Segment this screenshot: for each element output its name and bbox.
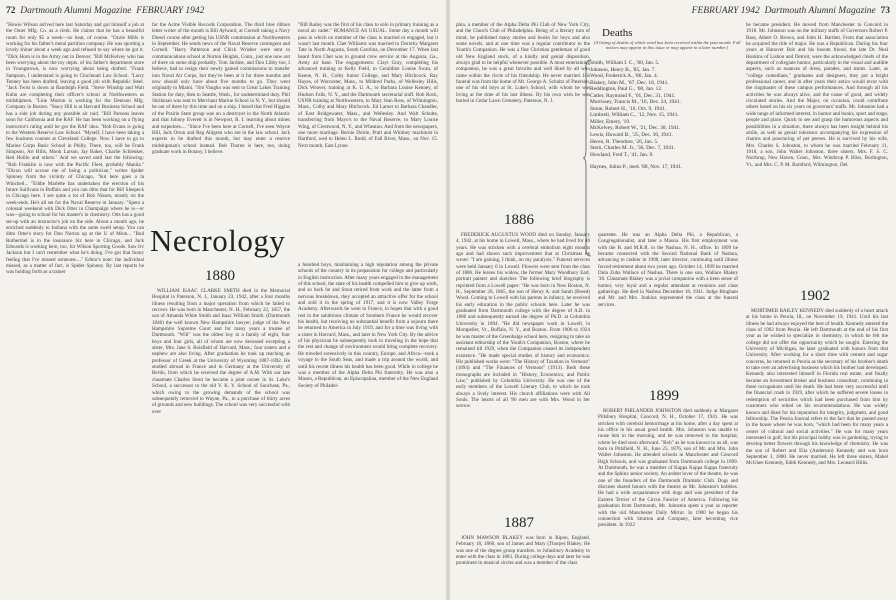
necrology-column-1 bbox=[152, 288, 290, 600]
class-notes-text: "Howie Wilson arrived here last Saturday and got himself a job at the Outer Mfg. Co. as a clerk. He claims that he has a beautiful room for only $5 a week—no heat, of course. "Ozzie Mills is working for his father's metal partition company. He was sporting a lovely shiner about a week ago and refused to say where he got it. "Dick Horn is in the Army out in Denver. "Bill McKelvey who has been worrying about the toy depts. of his father's department store in Youngstown, is now worrying about being drafted. "Frank Sampson, I understand is going to Cincinnati Law School. "Larry Tenney has been drafted, leaving a good job with Republic Steel. "Jack Twist is down at Randolph Field. "Steve Winship and Walt Kuhn are completing their officer's school at Northwestern as midshipmen. "Line Morton is working for the Denison Mfg. Company in Boston. "Stacy Hill is at Harvard Business School and has a side job during any possible air raid. "Bill Parsons leaves soon for California and the RAF. He has been working on a flying instructor's rating until he got the RAF idea. "Bob Evans is going to the Western Reserve Law School. "Myself, I have been taking a few business courses at Cleveland College. Now I have to go to Marine Corps Basic School in Philly. There, too, will be Frank Simpson, Art Hills, Monk Larson, Jay Baker, Charlie Schlenker, Red Hollin and others." And we saved until last the following: "Bob Franklin is now with the Pacific Fleet, probably Manila." "Dixon will accuse me of being a politician," writes Spider Spinney from the vicinity of Chicago, "but here goes a la Winchell... "Eddie Marlette has undertaken the erection of his future Sullivans in Buffalo and you can ditto that for Bill Sleepeck in Chicago here. I see quite a lot of Bob Nissen, mostly on the week-ends. He's all set for the Naval Reserve in January. "Spent a colossal weekend with Dick Otter in Champaign where he is—or was—going to school for his master's in chemistry. Otts has a good set-up with an instructor's job on the side. About a month ago, he enriched suddenly to Indiana with the same swell setup. You can ditto Otter's story for Don Norton up at the U of Minn... "Bud Rothermel is in the insurance biz here in Chicago, and Jack Edwards is working here, too, for Wilson Sporting Goods. Saw Irv Jackson but I can't remember what he's doing. I've got that funny feeling that I've missed someone...." Editor's note: the individual missed, as a matter of fact, is Spider Spinney. By last reports he was holding forth as a trainer bbox=[6, 22, 144, 276]
running-title: Dartmouth Alumni Magazine bbox=[20, 6, 132, 16]
obituary-continued-column bbox=[456, 22, 590, 204]
obituary-1899-continued-column bbox=[746, 22, 888, 280]
deaths-list bbox=[590, 60, 750, 171]
necrology-heading: Necrology bbox=[150, 223, 286, 258]
class-year-heading: 1899 bbox=[649, 388, 679, 404]
class-notes-column-3 bbox=[298, 22, 438, 220]
deaths-note: [A listing of deaths of which word has been received within the past month. Full notices may appear in this issue or may appear in a later number.] bbox=[593, 40, 741, 51]
death-entry: Smith, William I. C., '80, Jan. 5. bbox=[590, 60, 660, 66]
obituary-1886-column bbox=[456, 232, 590, 510]
death-entry: Miller, Emery, '19. bbox=[590, 118, 631, 125]
death-entry: Reddington, Paul G., '00, Jan. 12. bbox=[590, 86, 663, 93]
obituary-1899-column bbox=[598, 408, 738, 600]
obituary-text: MORTIMER BAILEY KENNEDY died suddenly of a heart attack at his home in Peoria, Ill., on November 19, 1941. Until his last illness he had always enjoyed the best of health. Kennedy entered the class of 1902 from Peoria. He left Dartmouth at the end of his first year as he wished to specialize in chemistry, in which he felt the college did not offer the opportunity which he sought. Entering the University of Michigan, he later graduated with honors from that University. After working for a short time with cement and sugar concerns, he returned to Peoria as the secretary of his brother's death to take over an advertising business which his brother had developed. Kennedy also interested himself in Florida real estate, and finally became an investment broker and business consultant, continuing in these occupations until his death. He had been very successful until the financial crash in 1929, after which he suffered severe losses in redemption of securities which had been purchased from him by customers who relied on his recommendations. He was widely known and liked for his reputation for integrity, judgment, and good fellowship. The Peoria Journal refers to the fact that he passed away in the house where he was born, "which had been for many years a center of cultural and social activities." He was for many years interested in golf, but his principal hobby was in gardening, trying to develop better flowers through his knowledge of chemistry. He was the son of Robert and Elia (Anderson) Kennedy and was born September 3, 1880. He never married. He left three sisters, Mabel McGhee Kennedy, Edith Kennedy, and Mrs. Leonard Hillis. bbox=[746, 308, 888, 467]
death-entry: McKelvey, Robert W., '21, Dec. 30, 1941. bbox=[590, 125, 681, 132]
page-number: 72 bbox=[6, 6, 16, 16]
death-entry: Cutler, Raymond F., '01, Dec. 31, 1941. bbox=[590, 92, 676, 99]
left-page-header bbox=[6, 6, 204, 16]
issue-date: FEBRUARY 1942 bbox=[691, 6, 760, 16]
running-title: Dartmouth Alumni Magazine bbox=[764, 6, 876, 16]
class-year-heading: 1902 bbox=[800, 288, 830, 304]
obituary-text: phia, a member of the Alpha Delta Phi Club of New York City, and the Church Club of Philadelphia. Being of a literary turn of mind, he published many stories and books for boys and also some novels, and at one time was a regular contributor to the Youth's Companion. He was a fine Christian gentleman of good old New England stock, of a kindly and genial disposition, always glad to be helpful whenever possible. A most entertaining companion, he was a great favorite and well liked by all who came within the circle of his friendship. He never married. His funeral was from the home of Mr. George A. Schultz of Paterson, one of his old boys at St. Luke's School, with whom he was living at the time of his last illness. By his own wish he was buried in Cedar Lawn Cemetery, Paterson, N. J. bbox=[456, 22, 590, 105]
class-year-heading: 1880 bbox=[205, 268, 235, 284]
class-notes-text: for the Acme Visible Records Corporation. The third blue ribbon letter writer of the month is Bill Aylward, at Cornell taking a Navy Diesel course after getting his USNR commission at Northwestern in September. He sends news of the Naval Reserve contingent and Cornell. "Harry Patterson and Chick Wrisher were sent to communications school at Norton Heights, Conn., just one now out of there on some ship probably. Tom Jardine, and Don Libby too, I believe, had to resign their newly gained commissions to transfer into Naval Air Corps, but they've been at it for three months and now should only have about five months to go. They went originally to Miami. "Jim Vaughn was sent to Great Lakes Training Station for duty, then to Seattle, Wash., for undetermined duty. Phil Shrikman was sent to Merchant Marine School in N. Y., but should be out of there by this time and on a ship. I heard that Fred Higgins of the Prairie State group was on a destroyer in the North Atlantic and that Johnny Everett is in Newport, R. I. learning about mines and torpedoes.... "Since I've been here at Cornell, I've seen Wayne Hill, Jack Orton and Reg Ahlgren who are in the law school. Jack expects to be drafted this month, but may enter a reserve midshipman's school instead. Bob Thorne is here, too, doing graduate work in Botany, I believe. bbox=[152, 22, 290, 155]
class-notes-column-1 bbox=[6, 22, 144, 600]
obituary-text: ROBERT PHILANDER JOHNSTON died suddenly at Margaret Pillsbury Hospital, Concord, N. H., October 17, 1941. He was stricken with cerebral hemorrhage at his home, after a day spent at his office in his usual good health. Mrs. Johnston was unable to rouse him in the morning, and he was removed to the hospital, where he died soon afterward. "Bob" as he was known to us all, was born in Pittsfield, N. H., June 25, 1876, son of Mr. and Mrs. John Walter Johnston. He attended schools in Manchester and Concord High Schools, and was graduated from Dartmouth college in 1899. At Dartmouth, he was a member of Kappa Kappa Kappa fraternity and the Sphinx senior society. An ardent lover of the theatre, he was one of the founders of the Dartmouth Dramatic Club. Dogs and discuses shared honors with the theatre as Mr. Johnston's hobbies. He had a wide acquaintance with dogs and was president of the Eastern Terrier of the Circus Fancier of America. Following his graduation from Dartmouth, Mr. Johnston spent a year as reporter with the old Manchester Daily Mirror. In 1900 he began his connection with Stratton and Company, later becoming vice president. In 1922 bbox=[598, 408, 738, 529]
class-notes-text: "Bill Bailey was the first of his class to solo in primary training as a naval air cadet." ROMANCE AS USUAL. Some day a month will pass in which no member of the class is married or engaged, but it wasn't last month. Chet Williams was married to Dorothy Margaret Tate in North Augusta, South Carolina, on December 17. When last heard from Chet was in ground crew service at the Augusta, Ga., Army air base. The engagements: Clayt Gray, completing his advanced training at Kelly Field, to Geraldine Louise Swan, of Keene, N. H., Colby Junior College, and Mary Hitchcock. Ray Hayes, of Worcester, Mass., to Mildred Parks, of Wellesley Hills, Dick Weaver, training at K. U. A., to Barbara Louise Kenney, of Hudson Falls, N. Y., and the Dartmouth secretarial staff. Bob Rock, USNR training at Northwestern, to Mary Jean Ross, of Wilmington, Mass., Colby and Mary Hitchcock. Ed Larner to Barbara Chandler, of East Bridgewater, Mass., and Wellesley. And Walt Schulte, transferring from Mayo's to the Naval Reserve, to Mary Louise Wing, of Crestwood, N. Y., and Wheaton. And from the newspapers, one more marriage. Bernie Dolrie, Pratt and Whitney machinist in Hartford, wed to Helen L. Rudd, of Fall River, Mass., on Nov. 15. Next month, East Lynne. bbox=[298, 22, 438, 149]
obituary-text: a hundred boys, maintaining a high reputation among the private schools of the country in its preparation for college and particularly in English instruction. After many years engaged in the management of this school, the state of his health compelled him to give up work, and so back he and Stout retired from work and the latter from a nervous breakdown, they accepted an attractive offer for the school and sold it in the spring of 1917, and it is now Valley Forge Academy. Afterwards he went to France, in hopes that with a good rest in the salubrious climate of Southern France he would recover his health, but receiving no substantial benefit from a sojourn there he returned to America in July 1919, and for a time was living with a sister in Harvard, Mass., and later in New York City. By the advice of his physician he subsequently took to traveling in the hope that the rest and change of environment would bring complete recovery. He traveled extensively in this country, Europe, and Africa—took a voyage to the South Seas, and made a trip around the world, and until his recent illness his health has been good. While in college he was a member of the Alpha Delta Phi fraternity. He was also a Mason, a Republican, an Episcopalian, member of the New England Society of Philadel- bbox=[298, 262, 438, 389]
death-entry: Heren, R. Theodore, '26, Jan. 5. bbox=[590, 138, 659, 145]
death-entry: Limbrell, William C., '12, Nov. 15, 1941. bbox=[590, 112, 679, 119]
issue-date: FEBRUARY 1942 bbox=[136, 6, 205, 16]
left-page bbox=[0, 0, 446, 600]
death-entry: Stone, Robert H., '10, Oct. 9, 1941. bbox=[590, 105, 666, 112]
obituary-text: quartette. He was an Alpha Delta Phi, a Republican, a Congregationalist, and later a Mason. His first employment was with the B. and M.R.R. in the Nashua, N. H., office. In 1899 he became connected with the Second National Bank of Nashua, advancing to cashier in 1908, later director, continuing until illness forced retirement about two years ago. October 14, 1899 he married Dula Zuba Wallace of Nashua. There is one son, Wallace Blakey '30. Classmate Blakey was a jovial companion with a keen sense of humor, very loyal and a regular attendant at reunions and class gatherings. He died in Nashua December 18, 1941. Judge Bingham and Mr. and Mrs. Junkins represented the class at the funeral services. bbox=[598, 232, 738, 308]
death-entry: Johnson, Henry B., '85, Jan. 7. bbox=[590, 66, 656, 73]
death-entry: Morrissey, Francis M., '10, Dec. 24, 1941. bbox=[590, 99, 681, 106]
deaths-heading: Deaths bbox=[602, 27, 633, 39]
death-entry: Haynes, Julius P., med. '88, Nov. 17, 1941. bbox=[590, 164, 683, 171]
obituary-1887-continued-column bbox=[598, 232, 738, 382]
necrology-column-2 bbox=[298, 262, 438, 600]
class-year-heading: 1886 bbox=[504, 212, 534, 228]
death-entry: Stern, Charles M. Jr., '36, Dec. 7, 1941. bbox=[590, 145, 675, 152]
obituary-text: JOHN MAWSON BLAKEY was born in Ripon, England, February 18, 1866, son of James and Mary (Thorpe) Blakey. He was one of the degree group transfers. to Johnsbury Academy to enter with the class in 1883. During college days and later he was prominent in musical circles and was a member of the class bbox=[456, 535, 590, 567]
death-entry: Howland, Fred T., '41, Jan. 9. bbox=[590, 151, 654, 158]
page-number: 73 bbox=[880, 6, 890, 16]
death-entry: Wood, Frederick A., '86, Jan. 4. bbox=[590, 73, 659, 80]
class-notes-column-2 bbox=[152, 22, 290, 220]
right-page bbox=[450, 0, 896, 600]
death-entry: Lewis, Howard B., '25, Dec. 30, 1941. bbox=[590, 132, 673, 139]
death-entry: Blakey, John M., '87, Dec. 18, 1941. bbox=[590, 79, 669, 86]
obituary-1902-column bbox=[746, 308, 888, 600]
class-year-heading: 1887 bbox=[504, 515, 534, 531]
obituary-text: WILLIAM ISAAC CLARKE SMITH died in the Memorial Hospital in Paterson, N. J., January 23, 1942, after a four months illness resulting from a major operation from which he failed to recover. He was born in Manchester, N. H., February 22, 1857, the son of Amanda White Smith and Isaac William Smith. (Dartmouth 1846) the well known New Hampshire lawyer, judge of the New Hampshire Supreme Court and for many years a trustee of Dartmouth. "Will" was the oldest boy in a family of eight, four boys and four girls, all of whom are now deceased excepting a sister, Mrs. Jane S. Boisfield of Harvard, Mass.; four sisters and a nephew are also living. After graduation he took up teaching as professor of Greek at the University of Wyoming 1887-1892. He studied abroad in France and in Germany at the University of Berlin, from which he received the degree of A.M. With our late classmate Charles Stout he became a joint owner in St. Luke's School, a successor to the old V. K. Y. School of Sunchase, Pa., which owing to the growing demands of the school was subsequently removed to Wayne, Pa., to a purchase of thirty acres of grounds and new buildings. The school was very successful with over bbox=[152, 288, 290, 415]
obituary-text: he became president. He moved from Manchester to Concord in 1918. Mr. Johnston was on the military staffs of Governors Robert P. Bass, Albert O. Brown, and John H. Bartlett. From that association he acquired the title of major. He was a Republican. During his four years at Hanover Bob and his bosom friend, the late Dr. Neal Hoskins of Lisbon and Detroit, were the acknowledged chiefs of the department of collegiate humor, particularly in the visual and audible aspects, such as nuances of dress, parades, and stunts. Later, as "college comedians," graduates and designers, they put a bright professional career, and in after years their antics would recur with the ringmaster of these campus performances. And through all his activities he was always alive, and the cause of good, and widely circulated stories. And the Major, on occasion, could contribute others based on his six years on governors' staffs. Mr. Johnston had a wide range of informed interest, in humor and books, sport and stage, people and place. Quick to see and grasp the humorous aspects and possibilities in a situation, there always has been insight behind his smile, as well as genial tolerance accompanying his expression of charms and puncturing of pet peeves. He is survived by his wife, Mrs. Charles S. Johnston, to whom he was married February 11, 1918, a son, John Walter Johnston, three sisters, Mrs. F. S. C. Northrup, New Haven, Conn., Mrs. Winthrop P. Bliss, Burlington, Vt., and Mrs. C. P. M. Rumford, Wilmington, Del. bbox=[746, 22, 888, 168]
obituary-1887-column bbox=[456, 535, 590, 600]
right-page-header bbox=[692, 6, 890, 16]
obituary-text: FREDERICK AUGUSTUS WOOD died on Sunday, January 4, 1942, at his home in Lowell, Mass., where he had lived for 46 years. He was stricken with a cerebral embolism eight months ago and had shown such improvement that at Christmas he wrote: "I am gaining, I think, on my paralysis." Funeral services were held January 6 in Lowell. Flowers were sent from the class of 1886. He leaves his widow, the former Mary Woodbury Earl, portrait painter and sketcher. The following brief biography is reprinted from a Lowell paper: "He was born in New Boston, N. H., September 28, 1865, the son of Henry A. and Sarah (Breed) Wood. Coming to Lowell with his parents in infancy, he received his early education in the public schools here. Later he was graduated from Dartmouth college with the degree of A.B. in 1886 and subsequently earned the degree of Ph.D. at Columbia University in 1894. "He did newspaper work in Lowell, in Montpelier, Vt., Buffalo, N. Y., and Boston. From 1906 to 1924 he was master of the Greenhalge school here, resigning to take an assistant editorship of the Youth's Companion, Boston, where he remained till 1929, when the Companion ceased its independent existence. "He made special studies of history and economics. His published works were: "The History of Taxation in Vermont" (1894) and "The Finances of Vermont" (1913). Both these monographs are included in "History, Economics, and Public Law," published by Columbia University. He was one of the early members of the Lowell Literary Club, to which he took always a lively interest. His church affiliations were with All Souls. The hearts of all '86 men are with Mrs. Wood in her sorrow. bbox=[456, 232, 590, 410]
